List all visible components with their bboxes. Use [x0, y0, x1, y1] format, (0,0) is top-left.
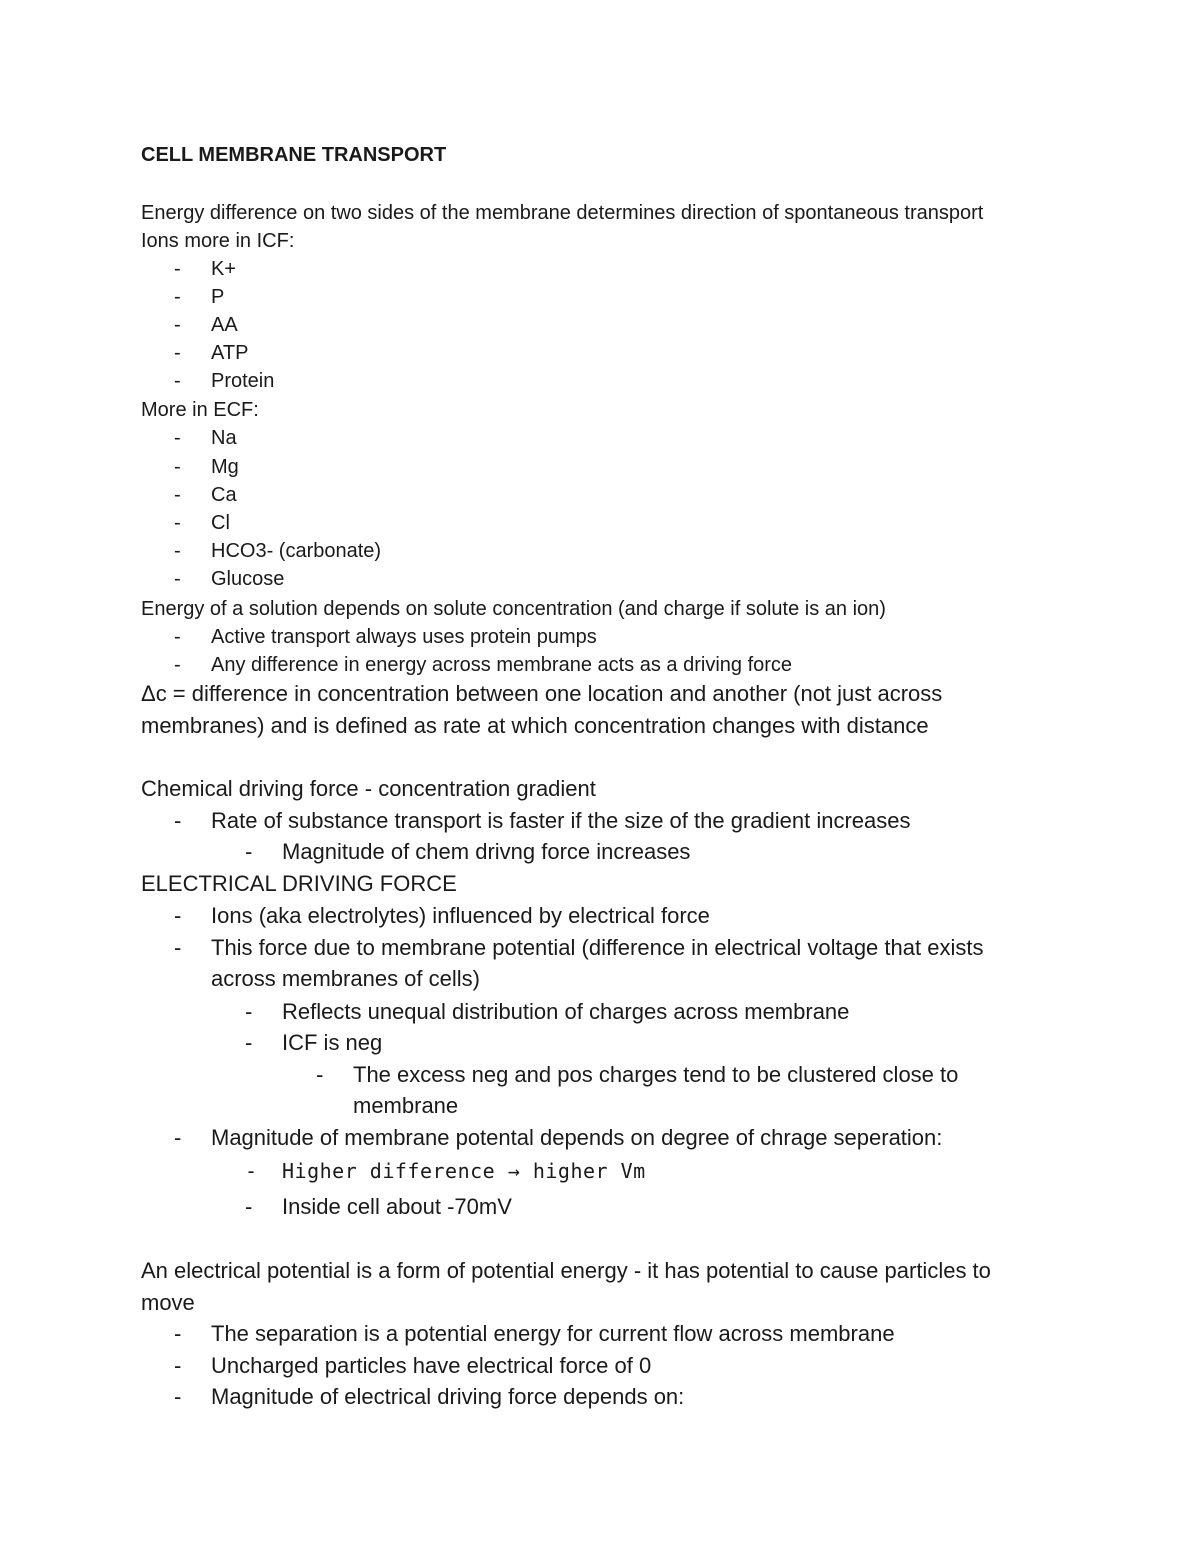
bullet-dash: -: [174, 1125, 182, 1150]
bullet-dash: -: [245, 999, 253, 1024]
bullet-dash: -: [245, 1159, 258, 1183]
line-text: Magnitude of chem drivng force increases: [282, 839, 691, 864]
bullet-dash: -: [174, 1384, 182, 1409]
line-text: AA: [211, 314, 238, 336]
bullet-dash: -: [174, 540, 181, 562]
line-text: Active transport always uses protein pumps: [211, 626, 597, 648]
line-text: Any difference in energy across membrane acts as a driving force: [211, 654, 793, 676]
line-text: move: [141, 1290, 195, 1315]
bullet-dash: -: [174, 258, 181, 280]
bullet-dash: -: [174, 427, 181, 449]
line-text: Cl: [211, 512, 230, 534]
line-text: Na: [211, 427, 237, 449]
line-text: ATP: [211, 342, 249, 364]
bullet-dash: -: [174, 456, 181, 478]
bullet-dash: -: [174, 626, 181, 648]
line-text: Inside cell about -70mV: [282, 1194, 512, 1219]
bullet-dash: -: [174, 1321, 182, 1346]
bullet-dash: -: [174, 370, 181, 392]
bullet-dash: -: [245, 1194, 253, 1219]
bullet-dash: -: [174, 1353, 182, 1378]
bullet-dash: -: [174, 654, 181, 676]
line-text: Magnitude of electrical driving force depends on:: [211, 1384, 685, 1409]
line-text: membranes) and is defined as rate at which concentration changes with distance: [141, 713, 929, 738]
line-text: membrane: [353, 1093, 459, 1118]
line-text: Reflects unequal distribution of charges across membrane: [282, 999, 850, 1024]
line-text: Energy of a solution depends on solute concentration (and charge if solute is an ion): [141, 598, 886, 620]
bullet-dash: -: [174, 484, 181, 506]
line-text: Energy difference on two sides of the membrane determines direction of spontaneous transport: [141, 202, 984, 224]
line-text: Higher difference → higher Vm: [282, 1159, 646, 1183]
line-text: Chemical driving force - concentration gradient: [141, 776, 596, 801]
line-text: across membranes of cells): [211, 966, 480, 991]
line-text: An electrical potential is a form of potential energy - it has potential to cause particles to: [141, 1258, 991, 1283]
line-text: Glucose: [211, 568, 285, 590]
line-text: The excess neg and pos charges tend to be clustered close to: [353, 1062, 959, 1087]
line-text: Δc = difference in concentration between one location and another (not just across: [141, 681, 943, 706]
line-text: Mg: [211, 456, 239, 478]
line-text: Magnitude of membrane potental depends on degree of chrage seperation:: [211, 1125, 943, 1150]
line-text: More in ECF:: [141, 399, 259, 421]
line-text: K+: [211, 258, 237, 280]
bullet-dash: -: [174, 808, 182, 833]
bullet-dash: -: [174, 903, 182, 928]
line-text: Protein: [211, 370, 275, 392]
line-text: ICF is neg: [282, 1030, 383, 1055]
line-text: ELECTRICAL DRIVING FORCE: [141, 871, 457, 896]
line-text: Ions (aka electrolytes) influenced by electrical force: [211, 903, 710, 928]
bullet-dash: -: [316, 1062, 324, 1087]
line-text: The separation is a potential energy for current flow across membrane: [211, 1321, 895, 1346]
bullet-dash: -: [245, 839, 253, 864]
bullet-dash: -: [245, 1030, 253, 1055]
line-text: Ions more in ICF:: [141, 230, 295, 252]
line-text: HCO3- (carbonate): [211, 540, 382, 562]
document-title: CELL MEMBRANE TRANSPORT: [141, 144, 447, 166]
line-text: P: [211, 286, 225, 308]
bullet-dash: -: [174, 314, 181, 336]
bullet-dash: -: [174, 286, 181, 308]
line-text: Uncharged particles have electrical force of 0: [211, 1353, 652, 1378]
line-text: Ca: [211, 484, 237, 506]
line-text: Rate of substance transport is faster if the size of the gradient increases: [211, 808, 911, 833]
bullet-dash: -: [174, 342, 181, 364]
bullet-dash: -: [174, 568, 181, 590]
line-text: This force due to membrane potential (difference in electrical voltage that exists: [211, 935, 984, 960]
bullet-dash: -: [174, 512, 181, 534]
bullet-dash: -: [174, 935, 182, 960]
